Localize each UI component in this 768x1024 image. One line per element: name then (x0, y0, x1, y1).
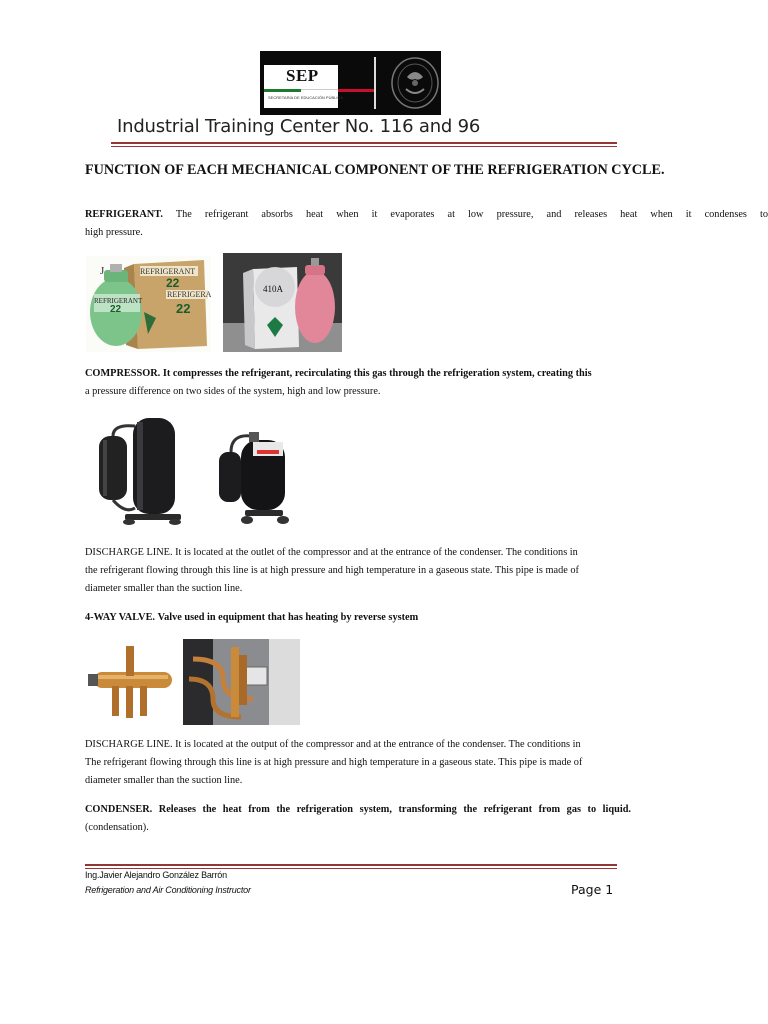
condenser-paragraph-line2: (condensation). (85, 822, 149, 833)
r22-refrigerant-image (86, 256, 211, 352)
compressor-image-2 (205, 420, 309, 532)
header-rule-thin (111, 146, 617, 147)
compressor-term: COMPRESSOR. (85, 368, 161, 379)
box-label-22: 22 (166, 276, 180, 290)
sep-logo-text: SEP (286, 66, 319, 85)
mexican-seal-icon (389, 55, 441, 111)
box-label-22b: 22 (176, 301, 191, 316)
discharge-line-2-text-2: The refrigerant flowing through this line is at high pressure and high temperature in a gaseous state. This pipe is made of (85, 757, 583, 768)
discharge-line-1-text-3: diameter smaller than the suction line. (85, 583, 243, 594)
four-way-valve-term: 4-WAY VALVE. (85, 612, 156, 623)
discharge-line-2-text-3: diameter smaller than the suction line. (85, 775, 243, 786)
logo-stripe-green (264, 89, 301, 92)
footer-author: Ing.Javier Alejandro González Barrón (85, 870, 227, 880)
four-way-valve-image-2 (183, 639, 300, 725)
logo-divider (374, 57, 376, 109)
header-rule (111, 142, 617, 144)
r410a-refrigerant-image (223, 253, 342, 352)
sep-logo-tagline: SECRETARÍA DE EDUCACIÓN PÚBLICA (268, 95, 344, 100)
header-title: Industrial Training Center No. 116 and 96 (117, 116, 481, 137)
page-number: Page 1 (571, 882, 614, 897)
discharge-line-1-text-2: the refrigerant flowing through this line is at high pressure and high temperature in a gaseous state. This pipe is made of (85, 565, 579, 576)
refrigerant-paragraph-line2: high pressure. (85, 227, 143, 238)
four-way-valve-paragraph (85, 609, 418, 627)
condenser-paragraph-line1 (85, 801, 631, 819)
cylinder-letter: J (100, 265, 105, 277)
logo-stripe-red (338, 89, 375, 92)
logo-stripe-white (301, 89, 338, 92)
refrigerant-term: REFRIGERANT. (85, 209, 163, 220)
box-label-refrigera: REFRIGERA (167, 290, 211, 299)
r410a-label: 410A (263, 284, 283, 294)
compressor-text: It compresses the refrigerant, recirculating this gas through the refrigeration system, creating this (162, 368, 592, 379)
footer-rule (85, 864, 617, 866)
compressor-paragraph-line1 (85, 365, 592, 383)
compressor-image-1 (85, 414, 199, 531)
box-label-refrigerant: REFRIGERANT (140, 267, 196, 276)
four-way-valve-image-1 (86, 640, 179, 724)
condenser-term: CONDENSER. (85, 804, 153, 815)
discharge-line-2-text-1: DISCHARGE LINE. It is located at the output of the compressor and at the entrance of the condenser. The conditions in (85, 739, 581, 750)
sep-logo (260, 51, 441, 115)
condenser-text: Releases the heat from the refrigeration system, transforming the refrigerant from gas to liquid. (158, 804, 631, 815)
footer-rule-thin (85, 868, 617, 869)
refrigerant-text: The refrigerant absorbs heat when it evaporates at low pressure, and releases heat when it condenses to (175, 209, 768, 220)
cylinder-label-22: 22 (110, 304, 122, 315)
refrigerant-paragraph-line1 (85, 206, 768, 224)
four-way-valve-text: Valve used in equipment that has heating by reverse system (157, 612, 419, 623)
cylinder-label-refrigerant: REFRIGERANT (94, 297, 143, 305)
main-heading: FUNCTION OF EACH MECHANICAL COMPONENT OF THE REFRIGERATION CYCLE. (85, 162, 665, 178)
discharge-line-1-text-1: DISCHARGE LINE. It is located at the outlet of the compressor and at the entrance of the condenser. The conditions in (85, 547, 578, 558)
footer-role: Refrigeration and Air Conditioning Instructor (85, 885, 251, 895)
compressor-paragraph-line2: a pressure difference on two sides of the system, high and low pressure. (85, 386, 381, 397)
